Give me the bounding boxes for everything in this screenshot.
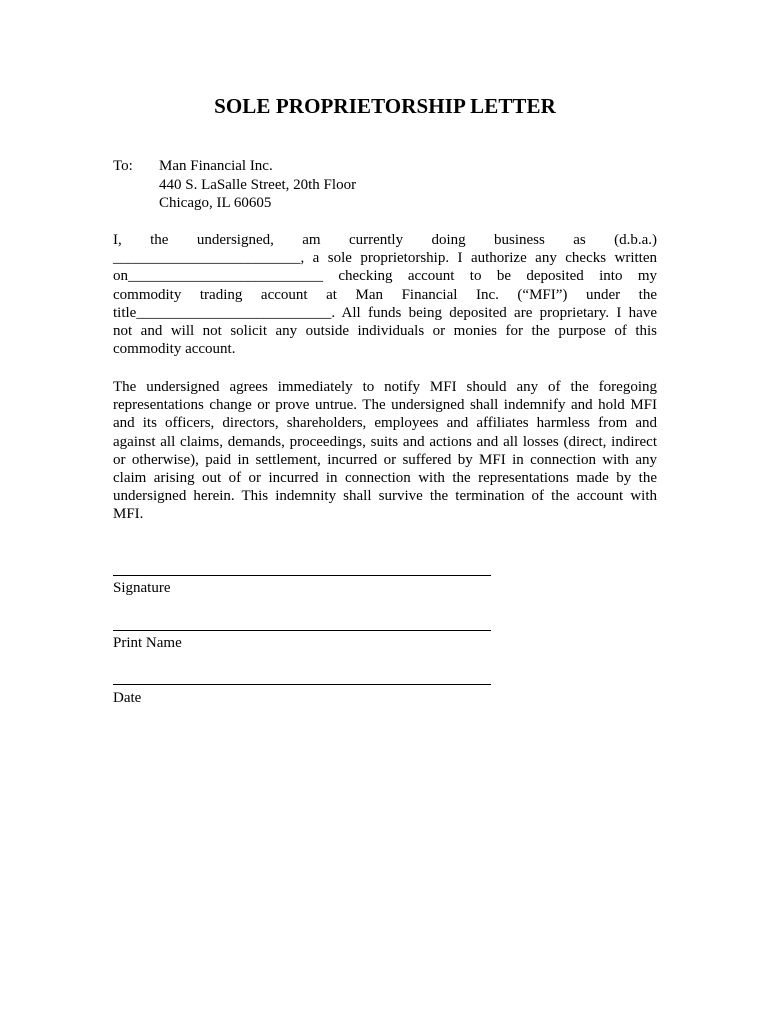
signature-line[interactable] — [113, 575, 491, 576]
document-title: SOLE PROPRIETORSHIP LETTER — [214, 94, 556, 118]
paragraph-line: on__________________________ checking account to be deposited into my — [113, 268, 657, 285]
paragraph-line: or otherwise), paid in settlement, incurred or suffered by MFI in connection with any — [113, 451, 657, 468]
authorization-paragraph — [113, 231, 657, 358]
paragraph-line: title__________________________. All funds being deposited are proprietary. I have — [113, 304, 657, 321]
print-name-label: Print Name — [113, 635, 182, 651]
paragraph-line: not and will not solicit any outside individuals or monies for the purpose of this — [113, 323, 657, 340]
date-label: Date — [113, 690, 142, 706]
indemnity-paragraph — [113, 378, 657, 524]
recipient-city: Chicago, IL 60605 — [159, 195, 272, 211]
paragraph-line: representations change or prove untrue. The undersigned shall indemnify and hold MFI — [113, 397, 657, 414]
recipient-street: 440 S. LaSalle Street, 20th Floor — [159, 176, 357, 193]
paragraph-line: undersigned herein. This indemnity shall survive the termination of the account with — [113, 488, 657, 505]
paragraph-line: _________________________, a sole proprietorship. I authorize any checks written — [113, 250, 657, 267]
recipient-name: Man Financial Inc. — [159, 158, 273, 174]
paragraph-line: MFI. — [113, 506, 144, 523]
print-name-line[interactable] — [113, 630, 491, 631]
paragraph-line: commodity trading account at Man Financial Inc. (“MFI”) under the — [113, 286, 657, 303]
paragraph-line: I, the undersigned, am currently doing business as (d.b.a.) — [113, 232, 657, 248]
paragraph-line: The undersigned agrees immediately to notify MFI should any of the foregoing — [113, 379, 657, 395]
paragraph-line: claim arising out of or incurred in connection with the representations made by the — [113, 470, 657, 487]
signature-label: Signature — [113, 580, 171, 596]
to-label: To: — [113, 158, 133, 174]
paragraph-line: commodity account. — [113, 341, 236, 358]
recipient-address — [159, 157, 356, 213]
date-line[interactable] — [113, 684, 491, 685]
paragraph-line: and its officers, directors, shareholders, employees and affiliates harmless from and — [113, 415, 657, 432]
paragraph-line: against all claims, demands, proceedings, suits and actions and all losses (direct, indirect — [113, 433, 657, 450]
